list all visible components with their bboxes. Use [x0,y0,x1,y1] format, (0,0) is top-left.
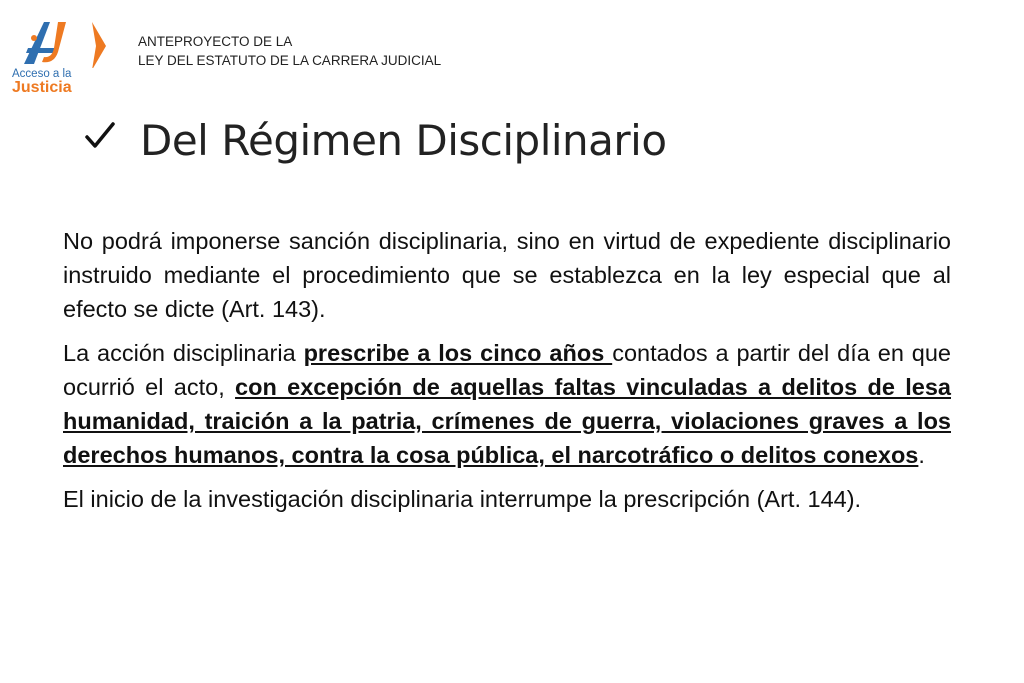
logo [8,16,108,102]
header-line1: ANTEPROYECTO DE LA [138,34,293,49]
document-header [138,32,441,70]
logo-text-line1: Acceso a la [12,68,72,80]
paragraph-2 [63,336,951,472]
slide-body [63,224,951,526]
paragraph-1: No podrá imponerse sanción disciplinaria, sino en virtud de expediente disciplinario instruido mediante el procedimiento que se establezca en la ley especial que al efecto se dicte (Art. 143). [63,228,951,322]
paragraph-2-emphasis-b: con excepción de aquellas faltas vinculadas a delitos de lesa humanidad, traición a la patria, crímenes de guerra, violaciones graves a los derechos humanos, contra la cosa pública, el narcotráfico o delitos conexos [63,374,951,468]
paragraph-2-text-a: La acción disciplinaria [63,340,304,366]
paragraph-2-text-b: contados a partir del día en que ocurrió el acto, [63,340,952,400]
logo-text-line2: Justicia [12,79,72,96]
paragraph-2-text-c: . [918,442,925,468]
header-line2: LEY DEL ESTATUTO DE LA CARRERA JUDICIAL [138,53,442,68]
paragraph-2-emphasis-a: prescribe a los cinco años [303,340,613,366]
check-icon [82,118,118,154]
justice-logo-icon [14,16,110,68]
paragraph-3: El inicio de la investigación disciplinaria interrumpe la prescripción (Art. 144). [63,486,862,512]
slide-title: Del Régimen Disciplinario [140,116,667,165]
